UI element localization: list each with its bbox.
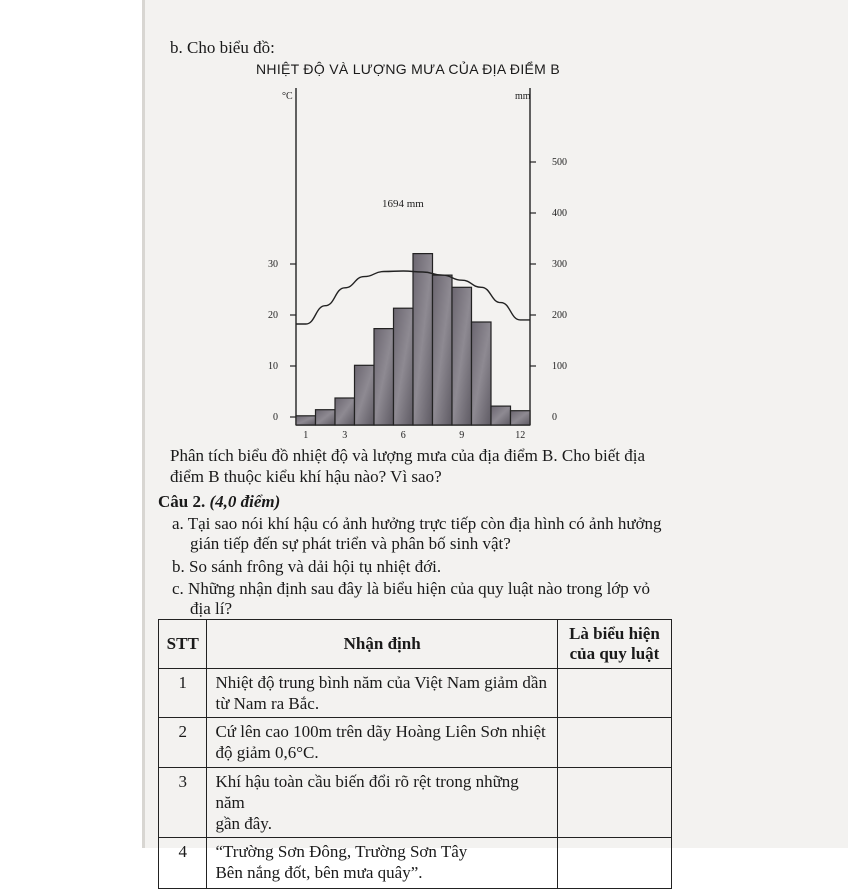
row-statement — [207, 718, 557, 768]
table-row — [159, 838, 672, 889]
table-header-row — [159, 620, 672, 669]
row-stt: 3 — [159, 768, 207, 838]
cau2-label: Câu 2. — [158, 492, 206, 511]
rainfall-bar-month-11 — [491, 406, 511, 425]
table-row — [159, 718, 672, 768]
x-tick-label: 6 — [400, 430, 406, 441]
statement-line: “Trường Sơn Đông, Trường Sơn Tây — [215, 842, 468, 861]
header-nhan-dinh: Nhận định — [207, 620, 557, 669]
rainfall-bar-month-5 — [374, 329, 394, 425]
rainfall-bar-month-12 — [511, 411, 531, 425]
statement-line: Cứ lên cao 100m trên dãy Hoàng Liên Sơn nhiệt — [215, 722, 546, 741]
statement-line: độ giảm 0,6°C. — [215, 743, 319, 762]
rainfall-bar-month-8 — [433, 275, 453, 425]
answer-cell[interactable] — [557, 838, 671, 889]
cau2-c-line-2: địa lí? — [190, 599, 233, 618]
right-tick-label: 400 — [552, 208, 567, 219]
row-stt: 4 — [159, 838, 207, 889]
row-stt: 1 — [159, 669, 207, 718]
row-statement — [207, 838, 557, 889]
answer-cell[interactable] — [557, 669, 671, 718]
header-bieu-hien-line-2: của quy luật — [569, 644, 660, 663]
x-tick-label: 1 — [303, 430, 309, 441]
header-bieu-hien — [557, 620, 671, 669]
cau2-c-line-1: c. Những nhận định sau đây là biểu hiện của quy luật nào trong lớp vỏ — [172, 579, 651, 598]
left-axis-unit: °C — [282, 91, 293, 102]
cau2-a-line-1: a. Tại sao nói khí hậu có ảnh hưởng trực tiếp còn địa hình có ảnh hưởng — [172, 514, 662, 533]
rainfall-bar-month-2 — [316, 410, 336, 425]
cau2-heading — [158, 492, 280, 512]
answer-cell[interactable] — [557, 768, 671, 838]
statement-line: từ Nam ra Bắc. — [215, 694, 320, 713]
climate-chart — [250, 80, 590, 445]
right-tick-label: 300 — [552, 259, 567, 270]
row-statement — [207, 669, 557, 718]
question-b-line-1: Phân tích biểu đồ nhiệt độ và lượng mưa của địa điểm B. Cho biết địa — [170, 446, 645, 465]
left-tick-label: 0 — [273, 412, 278, 423]
rainfall-bar-month-9 — [452, 287, 472, 425]
row-stt: 2 — [159, 718, 207, 768]
law-table — [158, 619, 672, 889]
x-tick-label: 12 — [515, 430, 526, 441]
right-axis-unit: mm — [515, 91, 531, 102]
table-row — [159, 768, 672, 838]
statement-line: Khí hậu toàn cầu biến đổi rõ rệt trong những năm — [215, 772, 519, 812]
answer-cell[interactable] — [557, 718, 671, 768]
right-tick-label: 200 — [552, 310, 567, 321]
cau2-a-line-2: gián tiếp đến sự phát triển và phân bố sinh vật? — [190, 534, 511, 553]
statement-line: Nhiệt độ trung bình năm của Việt Nam giảm dần — [215, 673, 547, 692]
statement-line: gần đây. — [215, 814, 272, 833]
right-tick-label: 500 — [552, 157, 567, 168]
cau2-points: (4,0 điểm) — [209, 492, 281, 511]
question-b-line-2: điểm B thuộc kiểu khí hậu nào? Vì sao? — [170, 467, 442, 486]
header-stt: STT — [159, 620, 207, 669]
table-row — [159, 669, 672, 718]
x-tick-label: 9 — [459, 430, 465, 441]
x-tick-label: 3 — [342, 430, 348, 441]
left-tick-label: 10 — [268, 361, 278, 372]
rainfall-bar-month-1 — [296, 416, 316, 425]
rainfall-total-annotation: 1694 mm — [382, 198, 424, 210]
left-tick-label: 20 — [268, 310, 278, 321]
chart-title: NHIỆT ĐỘ VÀ LƯỢNG MƯA CỦA ĐỊA ĐIỂM B — [256, 61, 560, 77]
rainfall-bar-month-4 — [355, 365, 375, 425]
right-tick-label: 0 — [552, 412, 557, 423]
left-tick-label: 30 — [268, 259, 278, 270]
row-statement — [207, 768, 557, 838]
part-b-label: b. Cho biểu đồ: — [170, 38, 275, 57]
rainfall-bar-month-6 — [394, 308, 414, 425]
right-tick-label: 100 — [552, 361, 567, 372]
header-bieu-hien-line-1: Là biểu hiện — [569, 624, 660, 643]
statement-line: Bên nắng đốt, bên mưa quây”. — [215, 863, 423, 882]
cau2-b: b. So sánh frông và dải hội tụ nhiệt đới. — [172, 557, 442, 576]
rainfall-bar-month-3 — [335, 398, 355, 425]
rainfall-bar-month-10 — [472, 322, 492, 425]
rainfall-bar-month-7 — [413, 254, 433, 425]
